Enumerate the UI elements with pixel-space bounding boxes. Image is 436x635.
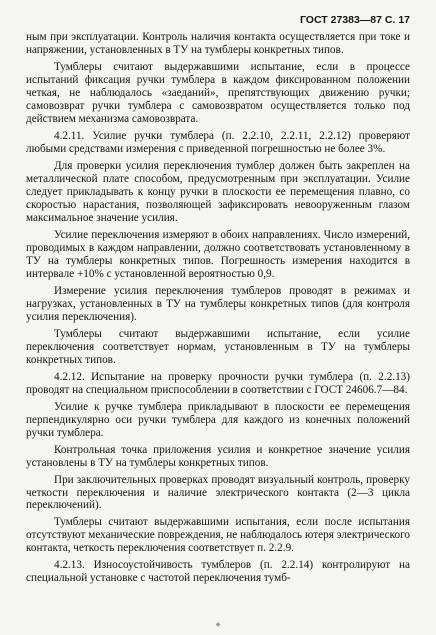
paragraph: Усилие к ручке тумблера прикладывают в плоскости ее перемещения перпендикулярно оси ручки тумблера для каждого из конечных положений ручки тумблера. bbox=[26, 400, 410, 439]
paragraph: Тумблеры считают выдержавшими испытание, если в процессе испытаний фиксация ручки тумблера в каждом фиксированном положении четкая, не наблюдалось «заеданий», препятствующих движению ручки; самовозврат ручки тумблера с самовозвратом осуществляется только под действием механизма самовозврата. bbox=[26, 60, 410, 125]
paragraph: Для проверки усилия переключения тумблер должен быть закреплен на металлической плате способом, предусмотренным при эксплуатации. Усилие следует прикладывать к концу ручки в плоскости ее перемещения плавно, со скоростью нарастания, позволяющей зафиксировать невооруженным глазом максимальное значение усилия. bbox=[26, 159, 410, 224]
paragraph: 4.2.13. Износоустойчивость тумблеров (п. 2.2.14) контролируют на специальной установке с частотой переключения тумб- bbox=[26, 559, 410, 585]
paragraph: ным при эксплуатации. Контроль наличия контакта осуществляется при токе и напряжении, установленных в ТУ на тумблеры конкретных типов. bbox=[26, 31, 410, 56]
paragraph: 4.2.12. Испытание на проверку прочности ручки тумблера (п. 2.2.13) проводят на специальном приспособлении в соответствии с ГОСТ 24606.7—84. bbox=[26, 370, 410, 396]
paragraph: Тумблеры считают выдержавшими испытание, если усилие переключения соответствует нормам, установленным в ТУ на тумблеры конкретных типов. bbox=[26, 327, 410, 366]
paragraph: Усилие переключения измеряют в обоих направлениях. Число измерений, проводимых в каждом направлении, должно соответствовать установленному в ТУ на тумблеры конкретных типов. Погрешность измерения находится в интервале +10% с установленной вероятностью 0,9. bbox=[26, 228, 410, 280]
paragraph: Тумблеры считают выдержавшими испытания, если после испытания отсутствуют механические повреждения, не наблюдалось ютеря электрического контакта, четкость переключения соответствует п. 2.2.9. bbox=[26, 516, 410, 555]
paragraph: 4.2.11. Усилие ручки тумблера (п. 2.2.10, 2.2.11, 2.2.12) проверяют любыми средствами измерения с приведенной погрешностью не более 3%. bbox=[26, 129, 410, 155]
paragraph: При заключительных проверках проводят визуальный контроль, проверку четкости переключения и наличие электрического контакта (2—3 цикла переключений). bbox=[26, 473, 410, 512]
scan-mark: ◆ bbox=[215, 621, 221, 628]
page-header: ГОСТ 27383—87 С. 17 bbox=[299, 14, 410, 26]
paragraph: Измерение усилия переключения тумблеров проводят в режимах и нагрузках, установленных в ТУ на тумблеры конкретных типов (для контроля усилия переключения). bbox=[26, 284, 410, 323]
body-text bbox=[26, 31, 410, 585]
paragraph: Контрольная точка приложения усилия и конкретное значение усилия установлены в ТУ на тумблеры конкретных типов. bbox=[26, 443, 410, 469]
